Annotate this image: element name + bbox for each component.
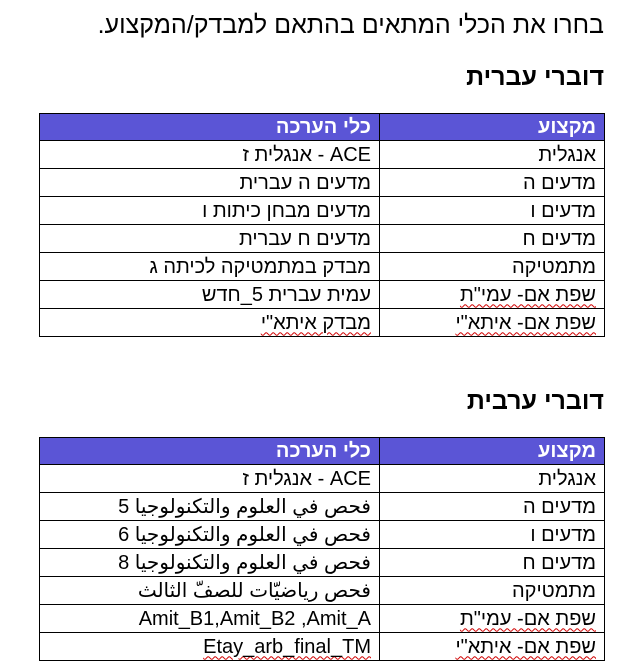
subject-text: שפת אם- איתא"י xyxy=(455,635,596,658)
header-subject: מקצוע xyxy=(380,114,605,141)
subject-cell xyxy=(380,633,605,661)
subject-cell: מדעים ח xyxy=(380,225,605,253)
subject-cell xyxy=(380,309,605,337)
header-tool: כלי הערכה xyxy=(40,438,380,465)
tool-cell: ACE - אנגלית ז xyxy=(40,465,380,493)
tool-cell: מבדק במתמטיקה לכיתה ג xyxy=(40,253,380,281)
tool-cell: ACE - אנגלית ז xyxy=(40,141,380,169)
table-header-row xyxy=(40,438,605,465)
table-row xyxy=(40,197,605,225)
subject-cell xyxy=(380,281,605,309)
hebrew-tools-table xyxy=(39,113,605,337)
subject-cell: אנגלית xyxy=(380,465,605,493)
subject-cell: מדעים ו xyxy=(380,197,605,225)
tool-cell: فحص في العلوم والتكنولوجيا 5 xyxy=(40,493,380,521)
table-row xyxy=(40,309,605,337)
header-tool: כלי הערכה xyxy=(40,114,380,141)
tool-cell: מדעים מבחן כיתות ו xyxy=(40,197,380,225)
intro-text: בחרו את הכלי המתאים בהתאם למבדק/המקצוע. xyxy=(97,11,604,39)
arabic-tools-table xyxy=(39,437,605,661)
tool-cell xyxy=(40,633,380,661)
table-header-row xyxy=(40,114,605,141)
table-row xyxy=(40,577,605,605)
tool-cell: מדעים ח עברית xyxy=(40,225,380,253)
subject-cell: אנגלית xyxy=(380,141,605,169)
subject-cell: מתמטיקה xyxy=(380,577,605,605)
header-subject: מקצוע xyxy=(380,438,605,465)
subject-cell: מדעים ו xyxy=(380,521,605,549)
tool-cell: Amit_B1,Amit_B2 ,Amit_A xyxy=(40,605,380,633)
subject-text: שפת אם- איתא"י xyxy=(455,311,596,334)
table-row xyxy=(40,549,605,577)
subject-cell: מדעים ח xyxy=(380,549,605,577)
tool-cell: فحص في العلوم والتكنولوجيا 8 xyxy=(40,549,380,577)
table-row xyxy=(40,465,605,493)
subject-text: שפת אם- עמי"ת xyxy=(459,607,596,630)
table-row xyxy=(40,169,605,197)
tool-text: Etay_arb_final_TM xyxy=(203,635,371,658)
table-row xyxy=(40,605,605,633)
tool-cell: עמית עברית 5_חדש xyxy=(40,281,380,309)
table-row xyxy=(40,633,605,661)
table-row xyxy=(40,253,605,281)
subject-cell: מדעים ה xyxy=(380,493,605,521)
section-title-hebrew-speakers: דוברי עברית xyxy=(466,63,604,91)
table-row xyxy=(40,281,605,309)
table-row xyxy=(40,521,605,549)
table-row xyxy=(40,225,605,253)
section-title-arabic-speakers: דוברי ערבית xyxy=(466,387,604,415)
tool-text: מבדק איתא"י xyxy=(260,311,371,334)
subject-cell: מדעים ה xyxy=(380,169,605,197)
subject-text: שפת אם- עמי"ת xyxy=(459,283,596,306)
table-row xyxy=(40,493,605,521)
table-row xyxy=(40,141,605,169)
subject-cell: מתמטיקה xyxy=(380,253,605,281)
tool-cell xyxy=(40,309,380,337)
tool-cell: فحص رياضيّات للصفّ الثالث xyxy=(40,577,380,605)
tool-cell: מדעים ה עברית xyxy=(40,169,380,197)
subject-cell xyxy=(380,605,605,633)
tool-cell: فحص في العلوم والتكنولوجيا 6 xyxy=(40,521,380,549)
